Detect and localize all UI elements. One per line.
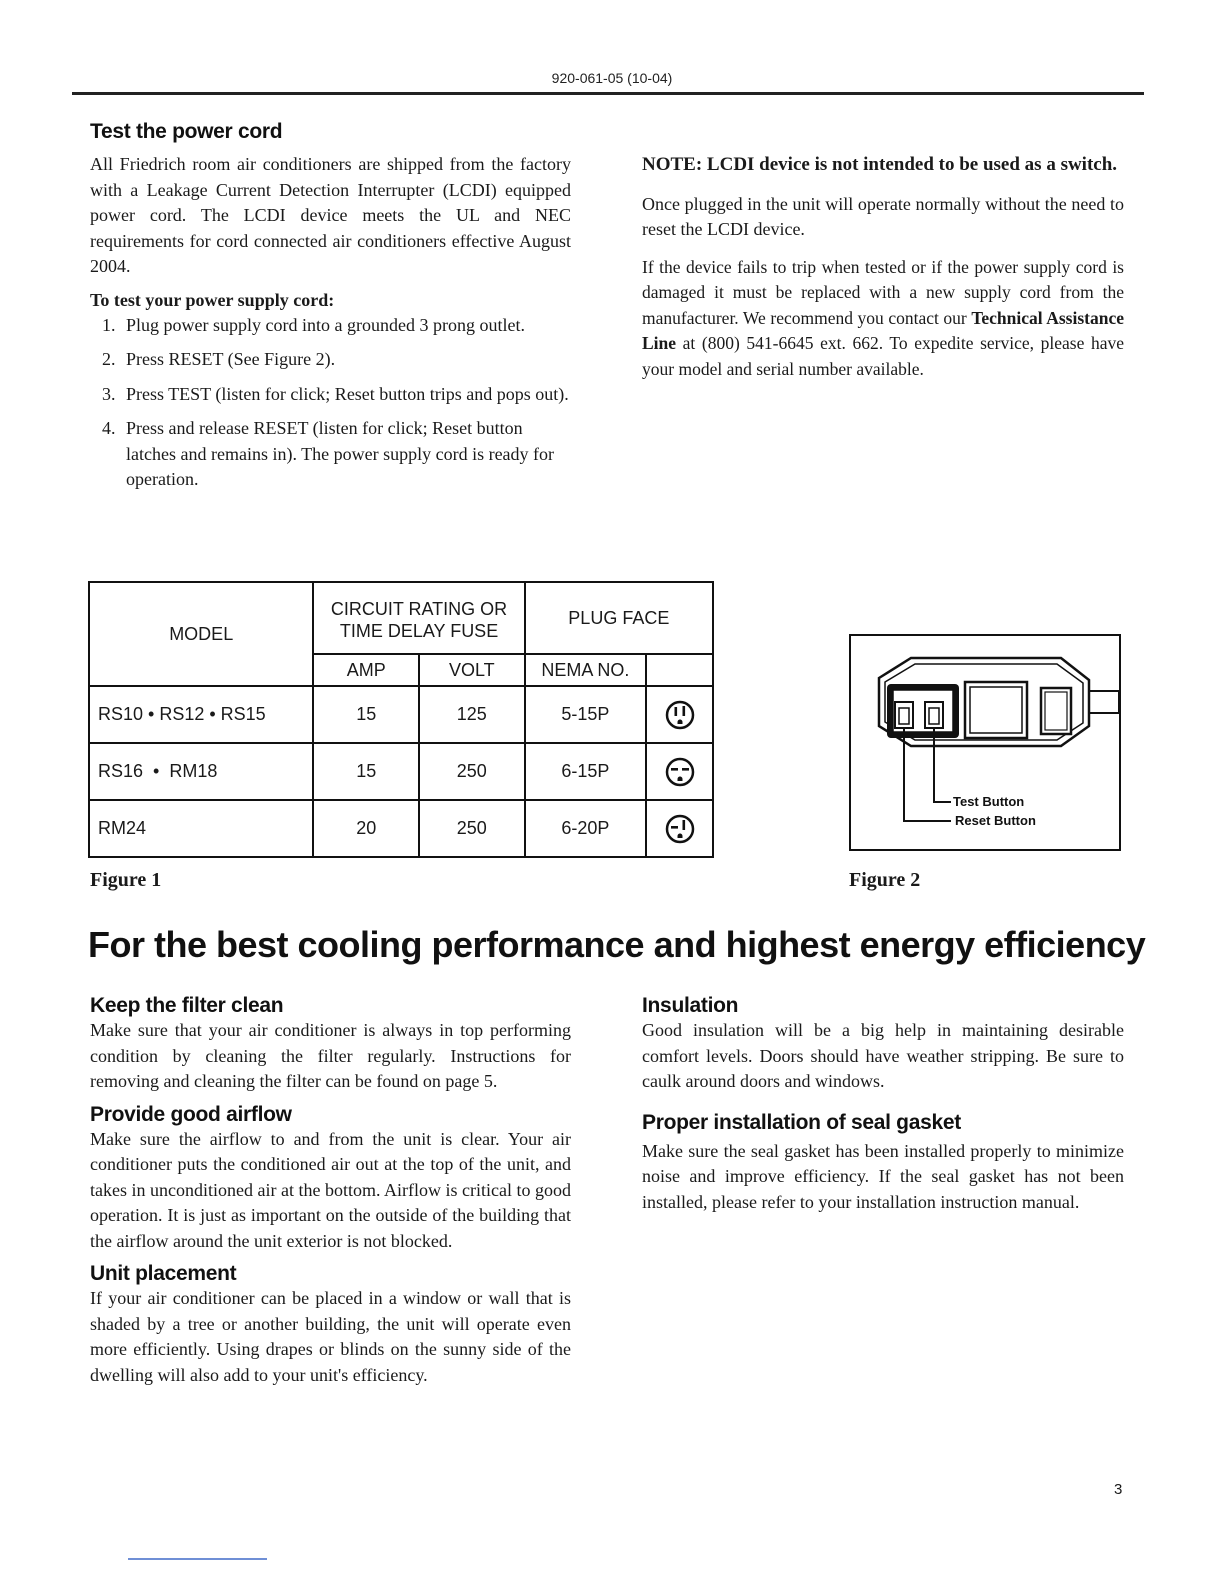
page-number: 3 [1114,1481,1123,1498]
cell-nema: 6-20P [525,800,647,857]
header-plug-face: PLUG FACE [525,582,713,654]
list-item: 4. Press and release RESET (listen for click; Reset button latches and remains in). The power supply cord is ready for operation. [102,418,555,489]
cell-amp: 15 [313,743,419,800]
gasket-text: Make sure the seal gasket has been installed properly to minimize noise and improve efficiency. If the seal gasket has not been installed, please refer to your installation instruction manual. [642,1140,1124,1212]
cell-model: RS16 • RM18 [89,743,313,800]
airflow-title: Provide good airflow [90,1102,292,1126]
test-subheading: To test your power supply cord: [90,289,335,310]
header-rule [72,92,1144,95]
cell-model: RS10 • RS12 • RS15 [89,686,313,743]
table-row [89,743,713,800]
list-item: 1. Plug power supply cord into a grounded 3 prong outlet. [102,314,525,335]
airflow-text: Make sure the airflow to and from the unit is clear. Your air conditioner puts the conditioned air out at the top of the unit, and takes in unconditioned air at the bottom. Airflow is critical to good operation. It is just as important on the outside of the building that the airflow around the unit exterior is not blocked. [90,1128,571,1251]
placement-title: Unit placement [90,1262,237,1285]
note-section [642,152,1124,382]
document-code: 920-061-05 (10-04) [551,70,673,86]
plug-5-15p-icon [665,700,695,730]
efficiency-title: For the best cooling performance and highest energy efficiency [88,924,1146,965]
cell-nema: 6-15P [525,743,647,800]
test-steps [90,313,571,493]
note-para-2: If the device fails to trip when tested or if the power supply cord is damaged it must be replaced with a new supply cord from the manufacturer. We recommend you contact our Technical Assistance Line at (800) 541-6645 ext. 662. To expedite service, please have your model and serial number available. [642,256,1124,379]
test-intro: All Friedrich room air conditioners are shipped from the factory with a Leakage Current Detection Interrupter (LCDI) equipped power cord. The LCDI device meets the UL and NEC requirements for cord connected air conditioners effective August 2004. [90,154,571,276]
list-item: 3. Press TEST (listen for click; Reset button trips and pops out). [102,383,569,404]
list-item: 2. Press RESET (See Figure 2). [102,349,336,369]
test-section [90,120,571,502]
placement-text: If your air conditioner can be placed in a window or wall that is shaded by a tree or another building, the unit will operate even more efficiently. Using drapes or blinds on the sunny side of the dwelling will also add to your unit's efficiency. [90,1288,571,1385]
cell-model: RM24 [89,800,313,857]
header-circuit: CIRCUIT RATING OR TIME DELAY FUSE [313,582,524,654]
figure-1-label: Figure 1 [90,869,162,891]
note-para-1: Once plugged in the unit will operate normally without the need to reset the LCDI device. [642,193,1124,239]
test-section-title: Test the power cord [90,120,283,143]
gasket-title: Proper installation of seal gasket [642,1110,961,1134]
table-row [89,686,713,743]
cell-amp: 20 [313,800,419,857]
filter-title: Keep the filter clean [90,994,284,1017]
lcdi-plug-diagram [851,636,1119,849]
header-amp: AMP [313,654,419,686]
cell-amp: 15 [313,686,419,743]
insulation-title: Insulation [642,994,739,1017]
efficiency-right-column [642,994,1124,1215]
test-button-label: Test Button [953,794,1025,809]
figure-2-label: Figure 2 [849,869,921,891]
filter-text: Make sure that your air conditioner is always in top performing condition by cleaning the filter regularly. Instructions for removing and cleaning the filter can be found on page 5. [90,1020,571,1091]
header-nema: NEMA NO. [525,654,647,686]
header-model: MODEL [89,582,313,686]
reset-button-label: Reset Button [955,813,1036,828]
technical-assistance-line: Technical Assistance Line [642,307,1124,353]
cell-volt: 250 [419,743,525,800]
model-spec-table [88,581,714,858]
footer-rule [128,1558,267,1560]
cell-volt: 250 [419,800,525,857]
insulation-text: Good insulation will be a big help in maintaining desirable comfort levels. Doors should have weather stripping. Be sure to caulk around doors and windows. [642,1020,1124,1091]
plug-6-20p-icon [665,814,695,844]
note-heading: NOTE: LCDI device is not intended to be used as a switch. [642,154,1118,175]
cell-volt: 125 [419,686,525,743]
efficiency-left-column [90,994,571,1388]
cell-nema: 5-15P [525,686,647,743]
table-row [89,800,713,857]
plug-6-15p-icon [665,757,695,787]
figure-2-box [849,634,1121,851]
header-volt: VOLT [419,654,525,686]
